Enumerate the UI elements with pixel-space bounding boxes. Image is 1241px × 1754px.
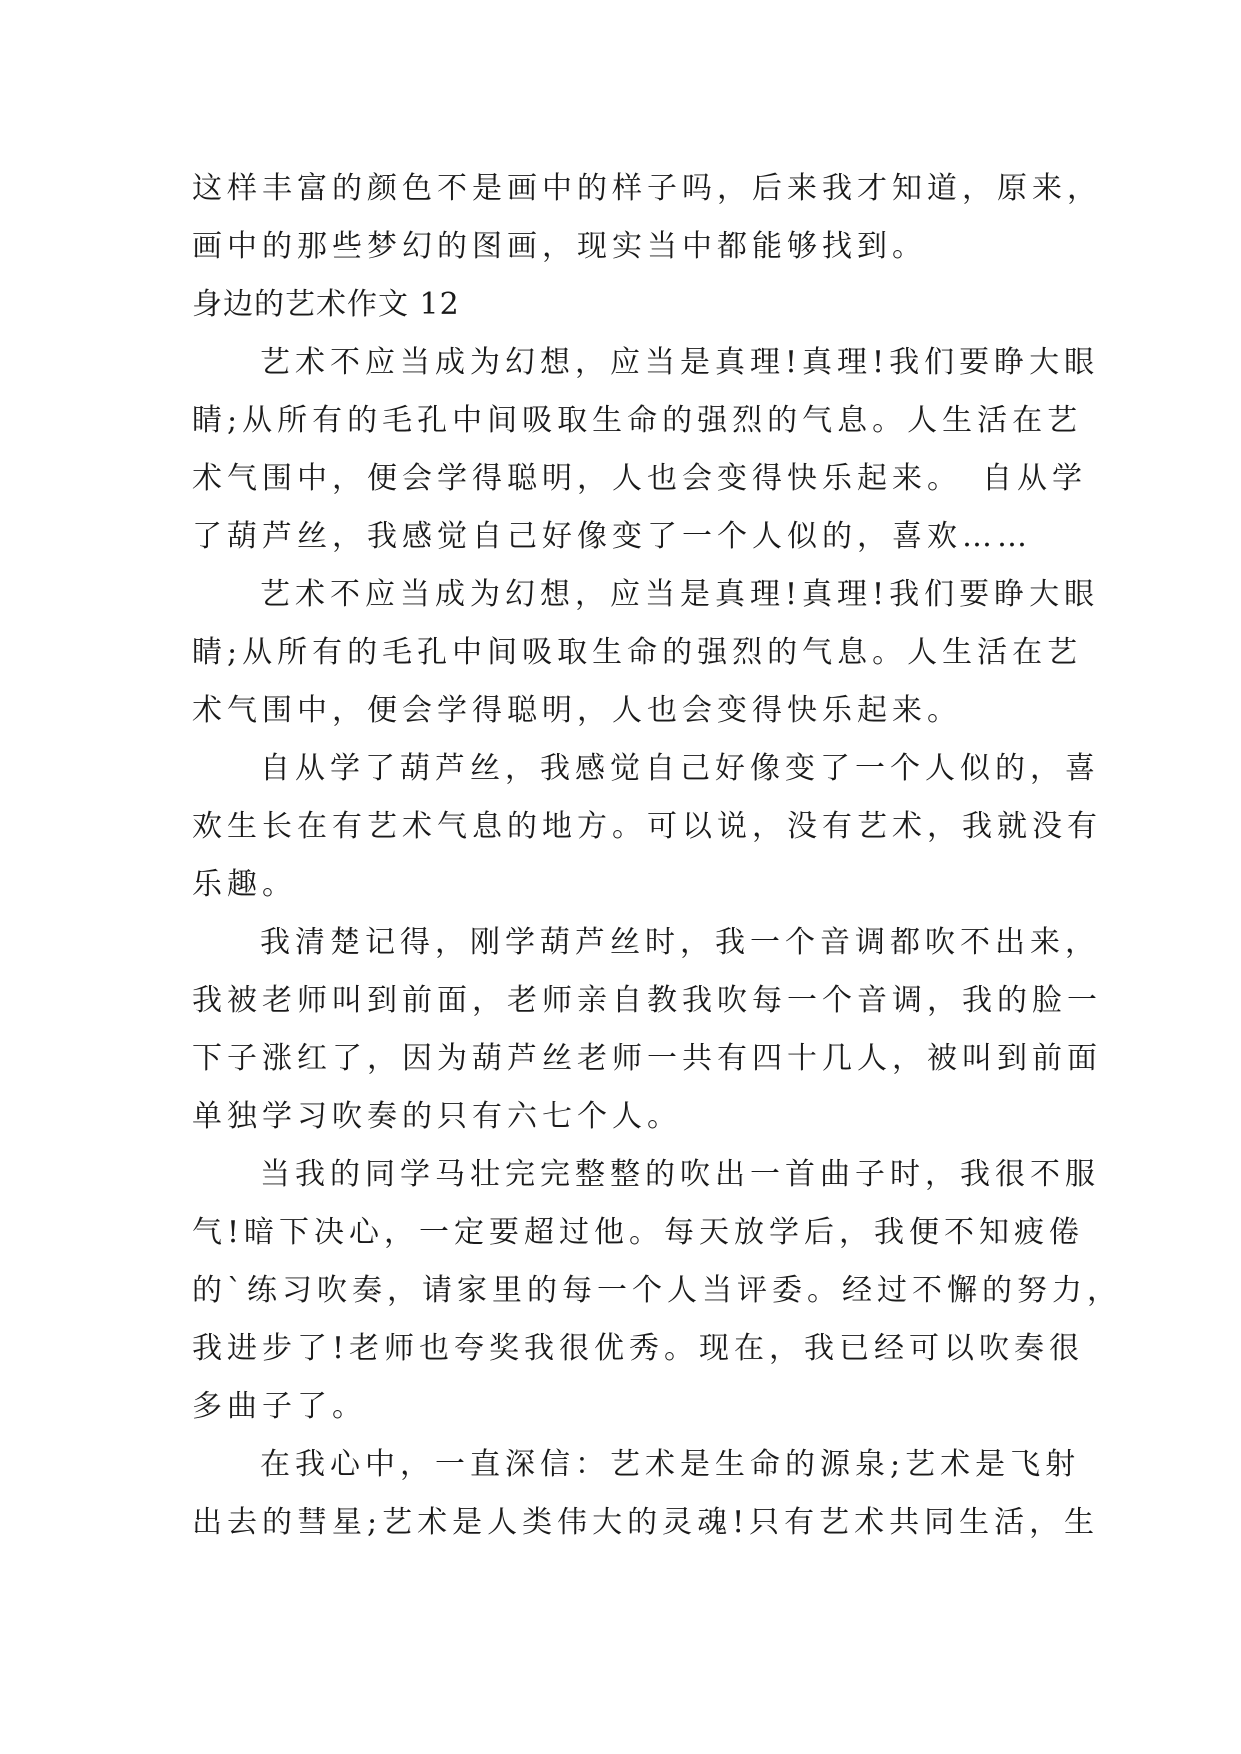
text-line: 术气围中，便会学得聪明，人也会变得快乐起来。 自从学 — [192, 461, 1087, 496]
document-body — [192, 160, 1122, 1552]
text-line: 气!暗下决心，一定要超过他。每天放学后，我便不知疲倦 — [192, 1215, 1085, 1250]
text-line: 单独学习吹奏的只有六七个人。 — [192, 1099, 682, 1134]
text-line: 出去的彗星;艺术是人类伟大的灵魂!只有艺术共同生活，生 — [192, 1505, 1100, 1540]
text-line: 我清楚记得，刚学葫芦丝时，我一个音调都吹不出来， — [260, 925, 1100, 960]
text-line: 画中的那些梦幻的图画，现实当中都能够找到。 — [192, 229, 927, 264]
text-line: 睛;从所有的毛孔中间吸取生命的强烈的气息。人生活在艺 — [192, 635, 1083, 670]
section-heading: 身边的艺术作文 12 — [192, 287, 460, 322]
text-line: 当我的同学马壮完完整整的吹出一首曲子时，我很不服 — [260, 1157, 1100, 1192]
text-line: 我被老师叫到前面，老师亲自教我吹每一个音调，我的脸一 — [192, 983, 1102, 1018]
text-line: 睛;从所有的毛孔中间吸取生命的强烈的气息。人生活在艺 — [192, 403, 1083, 438]
text-line: 欢生长在有艺术气息的地方。可以说，没有艺术，我就没有 — [192, 809, 1102, 844]
text-line: 乐趣。 — [192, 867, 297, 902]
text-line: 自从学了葫芦丝，我感觉自己好像变了一个人似的，喜 — [260, 751, 1100, 786]
text-line: 艺术不应当成为幻想，应当是真理!真理!我们要睁大眼 — [260, 345, 1100, 380]
text-line: 在我心中，一直深信：艺术是生命的源泉;艺术是飞射 — [260, 1447, 1081, 1482]
text-line: 这样丰富的颜色不是画中的样子吗，后来我才知道，原来， — [192, 171, 1102, 206]
text-line: 多曲子了。 — [192, 1389, 367, 1424]
text-line: 下子涨红了，因为葫芦丝老师一共有四十几人，被叫到前面 — [192, 1041, 1102, 1076]
text-line: 术气围中，便会学得聪明，人也会变得快乐起来。 — [192, 693, 962, 728]
text-line: 了葫芦丝，我感觉自己好像变了一个人似的，喜欢…… — [192, 519, 1032, 554]
text-line: 我进步了!老师也夸奖我很优秀。现在，我已经可以吹奏很 — [192, 1331, 1085, 1366]
text-line: 艺术不应当成为幻想，应当是真理!真理!我们要睁大眼 — [260, 577, 1100, 612]
text-line: 的`练习吹奏，请家里的每一个人当评委。经过不懈的努力， — [192, 1273, 1122, 1308]
